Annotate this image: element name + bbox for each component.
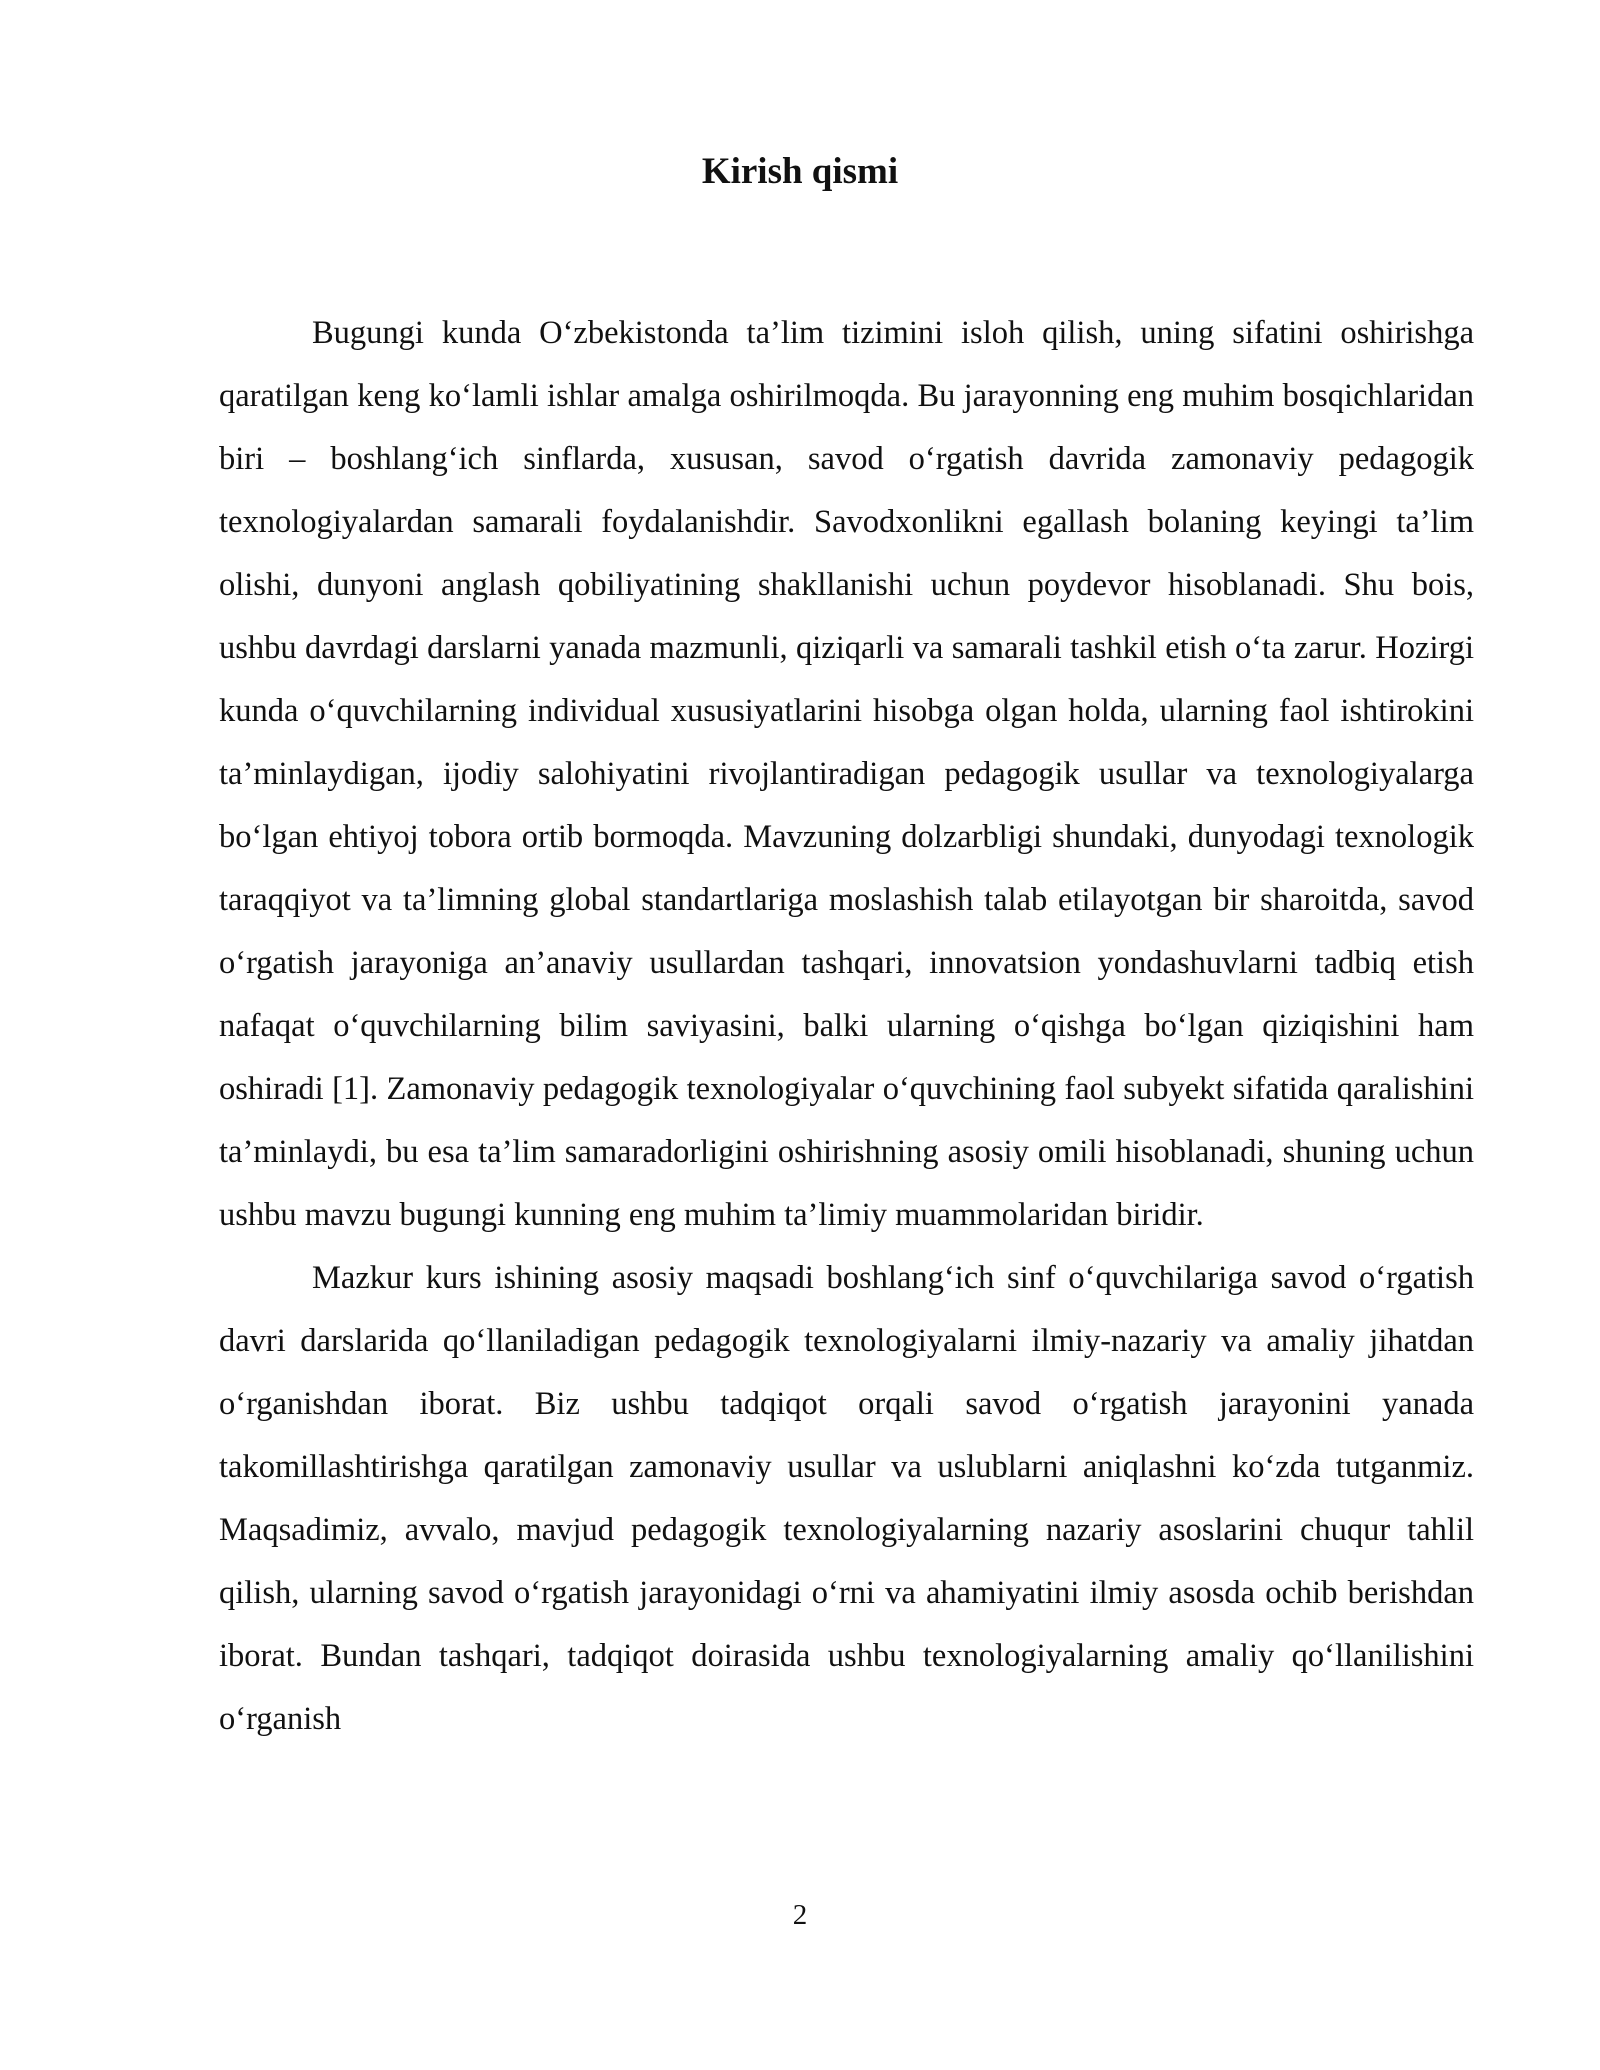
body-text [219, 302, 1474, 1751]
paragraph-1: Bugungi kunda O‘zbekistonda ta’lim tizimini isloh qilish, uning sifatini oshirishga qaratilgan keng ko‘lamli ishlar amalga oshirilmoqda. Bu jarayonning eng muhim bosqichlaridan biri – boshlang‘ich sinflarda, xususan, savod o‘rgatish davrida zamonaviy pedagogik texnologiyalardan samarali foydalanishdir. Savodxonlikni egallash bolaning keyingi ta’lim olishi, dunyoni anglash qobiliyatining shakllanishi uchun poydevor hisoblanadi. Shu bois, ushbu davrdagi darslarni yanada mazmunli, qiziqarli va samarali tashkil etish o‘ta zarur. Hozirgi kunda o‘quvchilarning individual xususiyatlarini hisobga olgan holda, ularning faol ishtirokini ta’minlaydigan, ijodiy salohiyatini rivojlantiradigan pedagogik usullar va texnologiyalarga bo‘lgan ehtiyoj tobora ortib bormoqda. Mavzuning dolzarbligi shundaki, dunyodagi texnologik taraqqiyot va ta’limning global standartlariga moslashish talab etilayotgan bir sharoitda, savod o‘rgatish jarayoniga an’anaviy usullardan tashqari, innovatsion yondashuvlarni tadbiq etish nafaqat o‘quvchilarning bilim saviyasini, balki ularning o‘qishga bo‘lgan qiziqishini ham oshiradi [1]. Zamonaviy pedagogik texnologiyalar o‘quvchining faol subyekt sifatida qaralishini ta’minlaydi, bu esa ta’lim samaradorligini oshirishning asosiy omili hisoblanadi, shuning uchun ushbu mavzu bugungi kunning eng muhim ta’limiy muammolaridan biridir. [219, 315, 1474, 1233]
page-number: 2 [792, 1899, 808, 1931]
paragraph-2: Mazkur kurs ishining asosiy maqsadi boshlang‘ich sinf o‘quvchilariga savod o‘rgatish davri darslarida qo‘llaniladigan pedagogik texnologiyalarni ilmiy-nazariy va amaliy jihatdan o‘rganishdan iborat. Biz ushbu tadqiqot orqali savod o‘rgatish jarayonini yanada takomillashtirishga qaratilgan zamonaviy usullar va uslublarni aniqlashni ko‘zda tutganmiz. Maqsadimiz, avvalo, mavjud pedagogik texnologiyalarning nazariy asoslarini chuqur tahlil qilish, ularning savod o‘rgatish jarayonidagi o‘rni va ahamiyatini ilmiy asosda ochib berishdan iborat. Bundan tashqari, tadqiqot doirasida ushbu texnologiyalarning amaliy qo‘llanilishini o‘rganish [219, 1260, 1474, 1737]
page-title: Kirish qismi [701, 151, 899, 192]
